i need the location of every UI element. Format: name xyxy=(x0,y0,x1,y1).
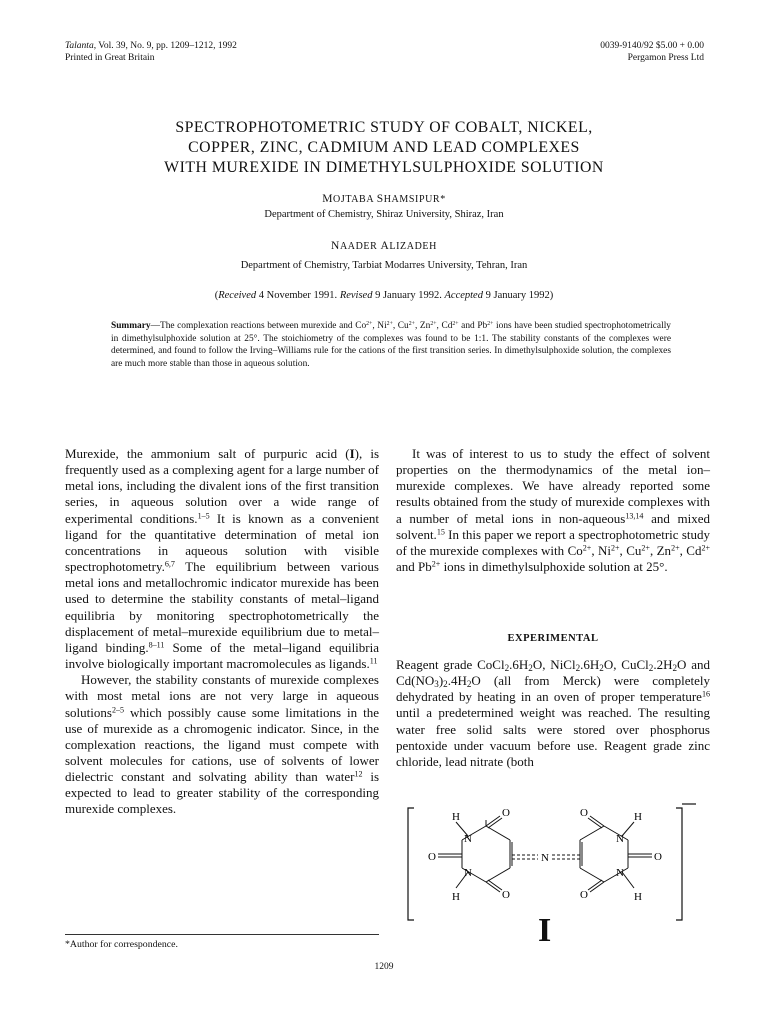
atom-o: O xyxy=(654,851,662,863)
atom-o: O xyxy=(428,851,436,863)
abstract: Summary—The complexation reactions between murexide and $Co^{2+}$, $Ni^{2+}$, $Cu^{2+}$, $Zn^{2+}$, $Cd^{2+}$ and $Pb^{2+}$ ions have been studied spectrophotometrically in dimethylsulphoxide solution at 25°. The stoichiometry of the complexes was found to be 1:1. The stability constants of the complexes were determined, and found to follow the Irving–Williams rule for the cations of the first transition series. In dimethylsulphoxide solution, the complexes are much more stable than those in aqueous solution. xyxy=(111,320,671,369)
publisher: Pergamon Press Ltd xyxy=(627,53,704,63)
atom-o: O xyxy=(580,807,588,819)
footnote: *Author for correspondence. xyxy=(65,939,178,950)
atom-h: H xyxy=(452,811,460,823)
author-2: NAADER ALIZADEH xyxy=(331,240,437,252)
atom-n: N xyxy=(464,867,472,879)
journal-header xyxy=(65,40,237,64)
atom-h: H xyxy=(452,891,460,903)
atom-h: H xyxy=(634,811,642,823)
right-column xyxy=(396,446,710,575)
paragraph-stability: However, the stability constants of murexide complexes with most metal ions are not very large in aqueous solutions$^{2-5}$ which possibly cause some limitations in the use of murexide as a chromogenic indicator. Since, in the complexation reactions, the ligand must compete with solvent molecules for cations, use of solvents of lower dielectric constant and solvating ability than water$^{12}$ is expected to lead to greater stability of the corresponding murexide complexes. xyxy=(65,672,379,817)
atom-h: H xyxy=(634,891,642,903)
issn-code: 0039-9140/92 $5.00 + 0.00 xyxy=(600,41,704,51)
atom-n: N xyxy=(616,833,624,845)
left-column xyxy=(65,446,379,818)
section-heading-experimental: EXPERIMENTAL xyxy=(507,633,599,644)
affiliation-2: Department of Chemistry, Tarbiat Modarres University, Tehran, Iran xyxy=(240,260,528,271)
printed-in: Printed in Great Britain xyxy=(65,53,155,63)
journal-citation: Talanta, Vol. 39, No. 9, pp. 1209–1212, 1992 xyxy=(65,41,237,51)
atom-o: O xyxy=(580,889,588,901)
affiliation-1: Department of Chemistry, Shiraz University, Shiraz, Iran xyxy=(264,209,504,220)
title-line: SPECTROPHOTOMETRIC STUDY OF COBALT, NICKEL, xyxy=(175,119,593,136)
paper-title xyxy=(60,118,708,178)
atom-n: N xyxy=(616,867,624,879)
atom-n: N xyxy=(541,852,549,864)
title-line: WITH MUREXIDE IN DIMETHYLSULPHOXIDE SOLUTION xyxy=(164,159,604,176)
atom-n: N xyxy=(464,833,472,845)
atom-o: O xyxy=(502,889,510,901)
paragraph-interest: It was of interest to us to study the effect of solvent properties on the thermodynamics of the metal ion–murexide complexes. We have already reported some results obtained from the study of murexide complexes with a number of metal ions in non-aqueous$^{13,14}$ and mixed solvent.$^{15}$ In this paper we report a spectrophotometric study of the murexide complexes with $Co^{2+}$, $Ni^{2+}$, $Cu^{2+}$, $Zn^{2+}$, $Cd^{2+}$ and $Pb^{2+}$ ions in dimethylsulphoxide solution at 25°. xyxy=(396,446,711,575)
page-number: 1209 xyxy=(374,962,394,972)
paragraph-reagents: Reagent grade $CoCl_2.6H_2O$, $NiCl_2.6H_2O$, $CuCl_2.2H_2O$ and $Cd(NO_3)_2.4H_2O$ (all from Merck) were completely dehydrated by heating in an oven of proper temperature$^{16}$ until a predetermined weight was reached. The resulting water free solid salts were stored over phosphorus pentoxide under vacuum before use. Reagent grade zinc chloride, lead nitrate (both xyxy=(396,657,711,769)
atom-o: O xyxy=(502,807,510,819)
publisher-header xyxy=(600,40,704,64)
footnote-rule xyxy=(65,934,379,935)
author-1: MOJTABA SHAMSIPUR* xyxy=(322,193,446,205)
title-line: COPPER, ZINC, CADMIUM AND LEAD COMPLEXES xyxy=(188,139,580,156)
structure-label: I xyxy=(538,912,552,949)
paragraph-intro: Murexide, the ammonium salt of purpuric acid (I), is frequently used as a complexing agent for a large number of metal ions, including the divalent ions of the first transition series, in aqueous solution over a wide range of experimental conditions.$^{1-5}$ It is known as a convenient ligand for the quantitative determination of metal ion concentrations in aqueous solution with visible spectrophotometry.$^{6,7}$ The equilibrium between various metal ions and metallochromic indicator murexide has been used to determine the stability constants of metal–ligand equilibria by monitoring spectrophotometrically the displacement of metal–murexide equilibrium due to metal–ligand binding.$^{8-11}$ Some of the metal–ligand equilibria involve biologically important macromolecules as ligands.$^{11}$ xyxy=(65,446,380,672)
received-dates: (Received 4 November 1991. Revised 9 January 1992. Accepted 9 January 1992) xyxy=(214,290,554,301)
